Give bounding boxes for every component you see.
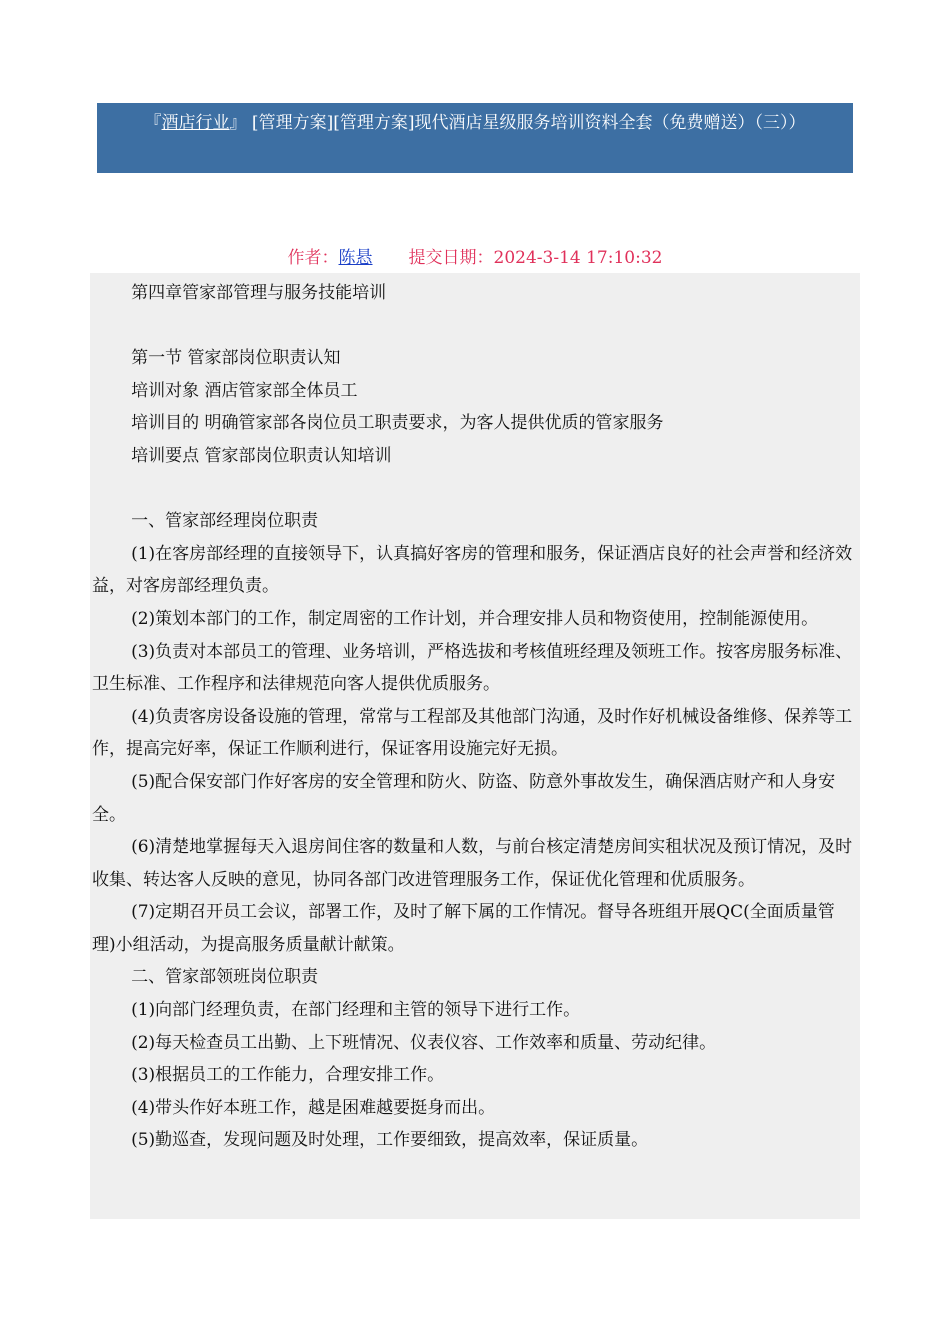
- paragraph: 二、管家部领班岗位职责: [131, 967, 319, 988]
- paragraph: 第一节 管家部岗位职责认知: [131, 348, 341, 369]
- paragraph: 培训要点 管家部岗位职责认知培训: [131, 445, 392, 466]
- paragraph: 一、管家部经理岗位职责: [131, 511, 319, 532]
- paragraph: (2)策划本部门的工作，制定周密的工作计划，并合理安排人员和物资使用，控制能源使用。: [131, 608, 819, 629]
- document-body: [90, 273, 860, 1219]
- paragraph: (4)负责客房设备设施的管理，常常与工程部及其他部门沟通，及时作好机械设备维修、保养等工作，提高完好率，保证工作顺利进行，保证客用设施完好无损。: [92, 706, 853, 760]
- paragraph: (4)带头作好本班工作，越是困难越要挺身而出。: [131, 1097, 496, 1118]
- bracket-open: 『: [144, 113, 162, 133]
- author-label: 作者：: [287, 248, 339, 268]
- paragraph: (7)定期召开员工会议，部署工作，及时了解下属的工作情况。督导各班组开展QC(全面质量管理)小组活动，为提高服务质量献计献策。: [92, 902, 835, 955]
- category-link[interactable]: 酒店行业: [161, 113, 230, 133]
- blank-line: [92, 473, 858, 506]
- blank-line: [92, 310, 858, 343]
- paragraph: (1)向部门经理负责，在部门经理和主管的领导下进行工作。: [131, 1000, 581, 1021]
- document-meta: [0, 245, 950, 271]
- submit-date: 2024-3-14 17:10:32: [493, 248, 663, 268]
- title-banner: [97, 103, 853, 173]
- paragraph: 第四章管家部管理与服务技能培训: [131, 283, 387, 303]
- paragraph: (6)清楚地掌握每天入退房间住客的数量和人数，与前台核定清楚房间实租状况及预订情况，及时收集、转达客人反映的意见，协同各部门改进管理服务工作，保证优化管理和优质服务。: [92, 837, 853, 890]
- date-label: 提交日期：: [408, 248, 494, 268]
- author-link[interactable]: 陈悬: [338, 248, 373, 268]
- paragraph: (3)负责对本部员工的管理、业务培训，严格选拔和考核值班经理及领班工作。按客房服务标准、卫生标准、工作程序和法律规范向客人提供优质服务。: [92, 641, 853, 695]
- paragraph: (5)勤巡查，发现问题及时处理，工作要细致，提高效率，保证质量。: [131, 1130, 649, 1151]
- document-title: [管理方案][管理方案]现代酒店星级服务培训资料全套（免费赠送）（三））: [246, 113, 806, 133]
- paragraph: (5)配合保安部门作好客房的安全管理和防火、防盗、防意外事故发生，确保酒店财产和人身安全。: [92, 771, 836, 825]
- paragraph: (1)在客房部经理的直接领导下，认真搞好客房的管理和服务，保证酒店良好的社会声誉和经济效益，对客房部经理负责。: [92, 543, 853, 597]
- paragraph: (2)每天检查员工出勤、上下班情况、仪表仪容、工作效率和质量、劳动纪律。: [131, 1032, 717, 1053]
- paragraph: 培训对象 酒店管家部全体员工: [131, 380, 358, 401]
- bracket-close: 』: [229, 113, 247, 133]
- paragraph: 培训目的 明确管家部各岗位员工职责要求，为客人提供优质的管家服务: [131, 413, 664, 434]
- paragraph: (3)根据员工的工作能力，合理安排工作。: [131, 1065, 445, 1086]
